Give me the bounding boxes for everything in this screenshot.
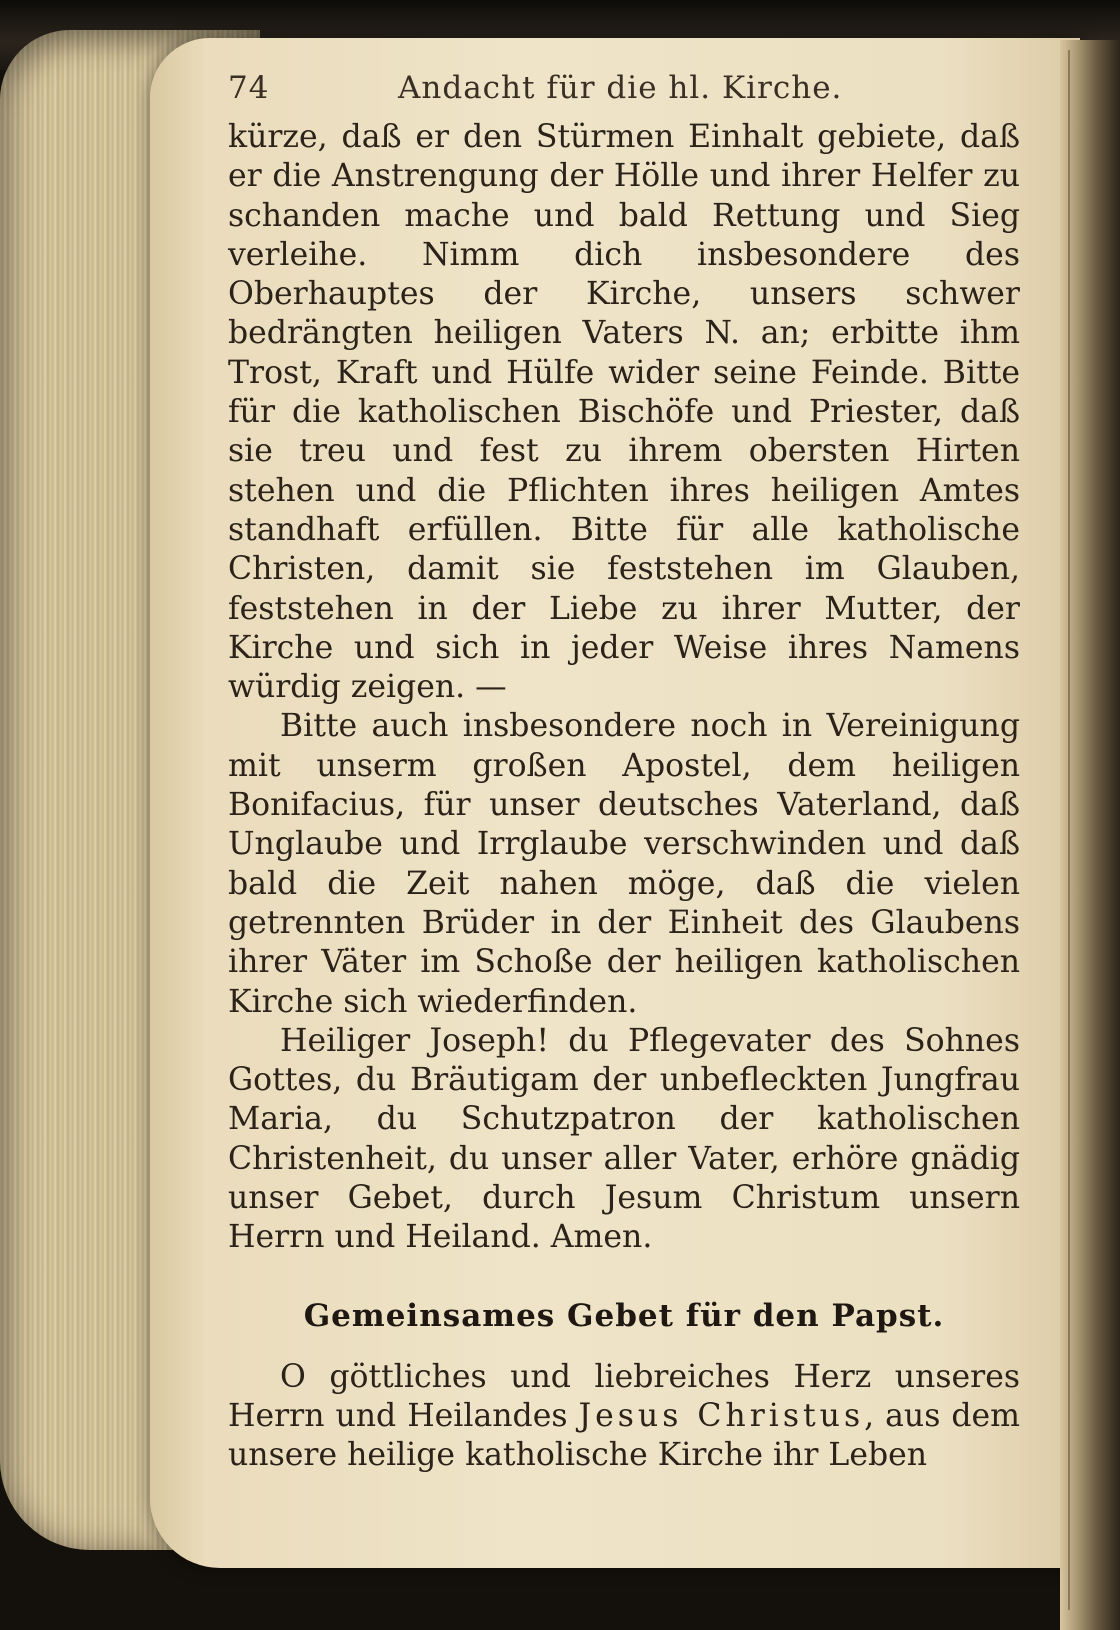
paragraph-continuation: kürze, daß er den Stürmen Einhalt gebiete, daß er die Anstrengung der Hölle und ihrer Helfer zu schanden mache und bald Rettung und Sieg verleihe. Nimm dich insbesondere des Oberhauptes der Kirche, unsers schwer bedrängten heiligen Vaters N. an; erbitte ihm Trost, Kraft und Hülfe wider seine Feinde. Bitte für die katholischen Bischöfe und Priester, daß sie treu und fest zu ihrem obersten Hirten stehen und die Pflichten ihres heiligen Amtes standhaft erfüllen. Bitte für alle katholische Christen, damit sie feststehen im Glauben, feststehen in der Liebe zu ihrer Mutter, der Kirche und sich in jeder Weise ihres Namens würdig zeigen. — xyxy=(228,119,1020,706)
paragraph-text-end: , aus dem unsere heilige katholische Kirche ihr Leben xyxy=(228,1397,1021,1474)
running-head: Andacht für die hl. Kirche. xyxy=(398,70,843,106)
page-number: 74 xyxy=(228,70,270,106)
paragraph-heiliger-joseph: Heiliger Joseph! du Pflegevater des Sohnes Gottes, du Bräutigam der unbefleckten Jungfrau Maria, du Schutzpatron der katholischen Christenheit, du unser aller Vater, erhöre gnädig unser Gebet, durch Jesum Christum unsern Herrn und Heiland. Amen. xyxy=(228,1022,1020,1256)
next-page-edge xyxy=(1068,50,1070,1610)
paragraph-herz-jesu xyxy=(228,1358,1020,1476)
page-header xyxy=(228,70,1020,118)
spaced-name-jesus-christus: Jesus Christus xyxy=(578,1397,865,1434)
page-content xyxy=(228,70,1020,1476)
paragraph-vaterland: Bitte auch insbesondere noch in Vereinigung mit unserm großen Apostel, dem heiligen Bonifacius, für unser deutsches Vaterland, daß Unglaube und Irrglaube verschwinden und daß bald die Zeit nahen möge, daß die vielen getrennten Brüder in der Einheit des Glaubens ihrer Väter im Schoße der heiligen katholischen Kirche sich wiederfinden. xyxy=(228,708,1020,1020)
paragraph-text-start: O göttliches und liebreiches Herz unseres Herrn und Heilandes xyxy=(228,1358,1020,1434)
section-heading: Gemeinsames Gebet für den Papst. xyxy=(303,1297,945,1334)
body-text xyxy=(228,118,1020,1476)
